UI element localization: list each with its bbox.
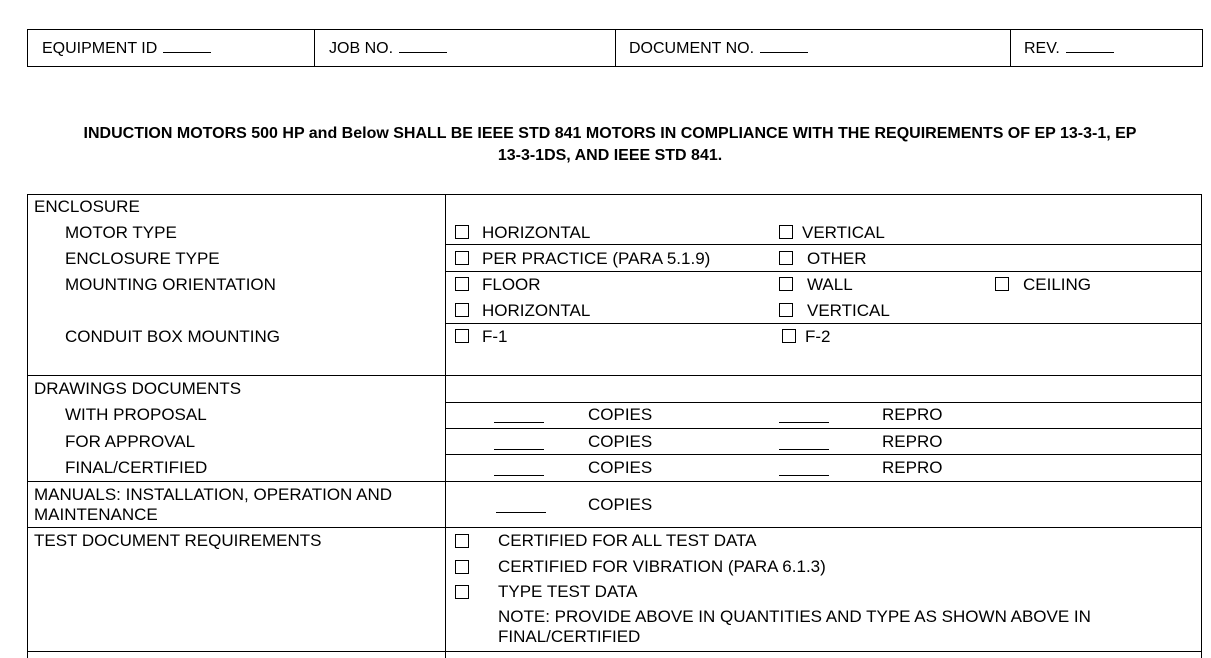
conduit-f2-checkbox[interactable] [782,329,796,343]
motor-type-vertical-label: VERTICAL [802,223,885,242]
final-certified-label: FINAL/CERTIFIED [65,458,208,477]
type-test-data-label: TYPE TEST DATA [498,582,638,601]
mounting-ceiling-label: CEILING [1023,275,1092,294]
enclosure-type-label: ENCLOSURE TYPE [65,249,220,268]
motor-type-vertical-checkbox[interactable] [779,225,793,239]
enclosure-type-practice-label: PER PRACTICE (PARA 5.1.9) [482,249,711,268]
final-certified-repro-blank[interactable] [779,475,829,476]
for-approval-repro-label: REPRO [882,432,943,451]
mounting-wall-label: WALL [807,275,853,294]
document-no-label: DOCUMENT NO. [629,40,755,57]
for-approval-repro-blank[interactable] [779,449,829,450]
for-approval-copies-label: COPIES [588,432,653,451]
mounting-wall-checkbox[interactable] [779,277,793,291]
with-proposal-repro-blank[interactable] [779,422,829,423]
job-no-label: JOB NO. [329,40,394,57]
test-note-line1: NOTE: PROVIDE ABOVE IN QUANTITIES AND TYPE AS SHOWN ABOVE IN [498,607,1091,626]
enclosure-type-practice-checkbox[interactable] [455,251,469,265]
rev-field[interactable] [1024,38,1114,59]
document-title-line2: 13-3-1DS, AND IEEE STD 841. [497,147,723,164]
drawings-section-label: DRAWINGS DOCUMENTS [34,379,242,398]
equipment-id-label: EQUIPMENT ID [42,40,158,57]
mounting-ceiling-checkbox[interactable] [995,277,1009,291]
certified-all-test-label: CERTIFIED FOR ALL TEST DATA [498,531,757,550]
conduit-box-label: CONDUIT BOX MOUNTING [65,327,281,346]
enclosure-type-other-checkbox[interactable] [779,251,793,265]
final-certified-copies-label: COPIES [588,458,653,477]
mounting-horizontal-checkbox[interactable] [455,303,469,317]
manuals-label-line2: MAINTENANCE [34,505,158,524]
equipment-id-field[interactable] [42,38,211,59]
manuals-copies-blank[interactable] [496,512,546,513]
mounting-orientation-label: MOUNTING ORIENTATION [65,275,276,294]
rev-label: REV. [1024,40,1060,57]
enclosure-type-other-label: OTHER [807,249,867,268]
certified-vibration-label: CERTIFIED FOR VIBRATION (PARA 6.1.3) [498,557,826,576]
final-certified-repro-label: REPRO [882,458,943,477]
test-note-line2: FINAL/CERTIFIED [498,627,641,646]
document-title-line1: INDUCTION MOTORS 500 HP and Below SHALL BE IEEE STD 841 MOTORS IN COMPLIANCE WITH THE REQUIREMENTS OF EP 13-3-1, EP [83,125,1137,142]
job-no-field[interactable] [329,38,447,59]
mounting-floor-checkbox[interactable] [455,277,469,291]
mounting-floor-label: FLOOR [482,275,541,294]
final-certified-copies-blank[interactable] [494,475,544,476]
motor-type-label: MOTOR TYPE [65,223,177,242]
conduit-f1-checkbox[interactable] [455,329,469,343]
with-proposal-repro-label: REPRO [882,405,943,424]
test-docs-section-label: TEST DOCUMENT REQUIREMENTS [34,531,322,550]
certified-all-test-checkbox[interactable] [455,534,469,548]
mounting-vertical-label: VERTICAL [807,301,890,320]
for-approval-label: FOR APPROVAL [65,432,196,451]
enclosure-section-label: ENCLOSURE [34,197,140,216]
with-proposal-label: WITH PROPOSAL [65,405,207,424]
document-no-field[interactable] [629,38,808,59]
for-approval-copies-blank[interactable] [494,449,544,450]
conduit-f2-label: F-2 [805,327,831,346]
manuals-copies-label: COPIES [588,495,653,514]
mounting-vertical-checkbox[interactable] [779,303,793,317]
manuals-label-line1: MANUALS: INSTALLATION, OPERATION AND [34,485,393,504]
certified-vibration-checkbox[interactable] [455,560,469,574]
conduit-f1-label: F-1 [482,327,508,346]
mounting-horizontal-label: HORIZONTAL [482,301,591,320]
type-test-data-checkbox[interactable] [455,585,469,599]
motor-type-horizontal-label: HORIZONTAL [482,223,591,242]
with-proposal-copies-blank[interactable] [494,422,544,423]
motor-type-horizontal-checkbox[interactable] [455,225,469,239]
with-proposal-copies-label: COPIES [588,405,653,424]
